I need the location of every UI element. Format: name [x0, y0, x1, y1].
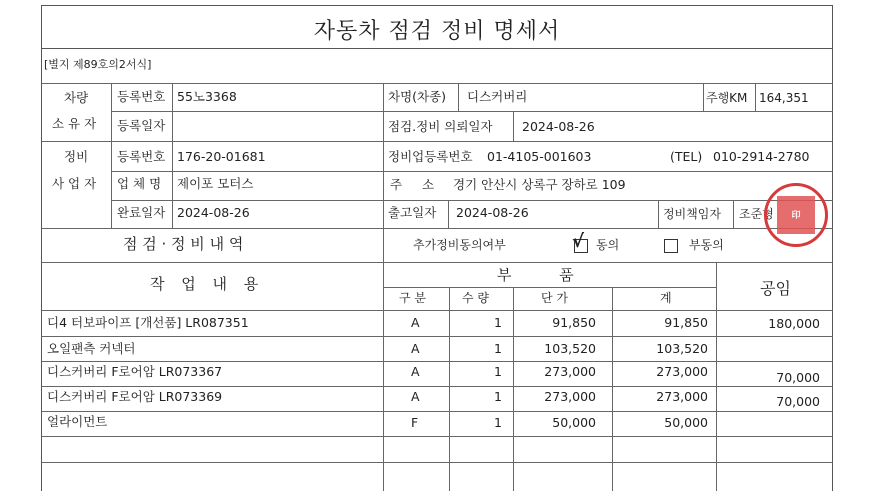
- row-3-qty: 1: [494, 364, 502, 379]
- row-4-qty: 1: [494, 389, 502, 404]
- address-label: 주 소: [390, 177, 435, 192]
- row-2-type: A: [411, 341, 420, 356]
- grid-line: [41, 386, 833, 387]
- grid-line: [755, 83, 756, 111]
- grid-line: [41, 436, 833, 437]
- grid-line: [41, 361, 833, 362]
- grid-line: [41, 228, 833, 229]
- row-3-work: 디스커버리 F로어암 LR073367: [47, 364, 223, 379]
- form-number: [별지 제89호의2서식]: [44, 58, 152, 71]
- row-4-total: 273,000: [656, 389, 708, 404]
- shop-reg-no-label: 등록번호: [117, 149, 166, 164]
- owner-section-label: 차량: [64, 90, 89, 105]
- grid-line: [41, 83, 833, 84]
- grid-line: [716, 262, 717, 491]
- check-mark-icon: √: [572, 231, 585, 252]
- shop-name-label: 업 체 명: [117, 176, 162, 191]
- row-3-total: 273,000: [656, 364, 708, 379]
- grid-line: [513, 111, 514, 141]
- owner-reg-no-label: 등록번호: [117, 89, 166, 104]
- row-2-unit: 103,520: [544, 341, 596, 356]
- row-5-work: 얼라이먼트: [47, 414, 108, 429]
- company-seal-stamp: [764, 183, 828, 247]
- col-total-header: 계: [660, 291, 672, 305]
- row-4-unit: 273,000: [544, 389, 596, 404]
- shop-section-label: 정비: [64, 149, 89, 164]
- agree-label: 동의: [596, 238, 620, 252]
- row-5-type: F: [411, 415, 419, 430]
- row-3-type: A: [411, 364, 420, 379]
- grid-line: [703, 83, 704, 111]
- grid-line: [41, 411, 833, 412]
- grid-line: [41, 336, 833, 337]
- disagree-checkbox[interactable]: [664, 239, 678, 253]
- request-date-label: 점검.정비 의뢰일자: [388, 119, 493, 134]
- row-4-labor: 70,000: [776, 394, 820, 409]
- grid-line: [41, 262, 833, 263]
- request-date: 2024-08-26: [522, 119, 595, 134]
- seal-text: 印: [791, 211, 801, 221]
- release-date: 2024-08-26: [456, 205, 529, 220]
- row-2-total: 103,520: [656, 341, 708, 356]
- grid-line: [449, 287, 450, 491]
- grid-line: [111, 111, 833, 112]
- owner-reg-no: 55노3368: [177, 89, 237, 104]
- row-4-work: 디스커버리 F로어암 LR073369: [47, 389, 223, 404]
- owner-reg-date-label: 등록일자: [117, 118, 166, 133]
- grid-line: [733, 200, 734, 228]
- grid-line: [448, 200, 449, 228]
- shop-name: 제이포 모터스: [177, 176, 254, 191]
- mileage-value: 164,351: [759, 91, 809, 105]
- grid-line: [612, 287, 613, 491]
- grid-line: [111, 200, 833, 201]
- work-heading: 작 업 내 용: [150, 275, 265, 293]
- grid-line: [458, 83, 459, 111]
- row-1-work: 디4 터보파이프 [개선품] LR087351: [47, 315, 249, 330]
- col-type-header: 구 분: [399, 291, 426, 305]
- labor-heading: 공임: [760, 279, 791, 298]
- grid-line: [41, 310, 833, 311]
- grid-line: [172, 83, 173, 228]
- tel-label: (TEL): [670, 149, 703, 164]
- details-heading: 점 검 · 정 비 내 역: [123, 235, 244, 253]
- shop-reg-no: 176-20-01681: [177, 149, 266, 164]
- col-qty-header: 수 량: [462, 291, 489, 305]
- document-title: 자동차 점검 정비 명세서: [313, 19, 561, 44]
- row-1-unit: 91,850: [552, 315, 596, 330]
- address-value: 경기 안산시 상록구 장하로 109: [453, 177, 626, 192]
- row-1-total: 91,850: [664, 315, 708, 330]
- grid-line: [658, 200, 659, 228]
- grid-line: [383, 262, 384, 491]
- row-5-total: 50,000: [664, 415, 708, 430]
- disagree-label: 부동의: [689, 238, 724, 252]
- model-label: 차명(차종): [388, 89, 447, 104]
- grid-line: [513, 287, 514, 491]
- consent-label: 추가정비동의여부: [413, 238, 506, 252]
- parts-heading: 부 품: [497, 266, 574, 284]
- col-unit-header: 단 가: [541, 291, 568, 305]
- grid-line: [111, 83, 112, 228]
- row-3-labor: 70,000: [776, 370, 820, 385]
- row-4-type: A: [411, 389, 420, 404]
- row-1-labor: 180,000: [768, 316, 820, 331]
- row-2-work: 오일팬측 커넥터: [47, 341, 136, 356]
- row-5-qty: 1: [494, 415, 502, 430]
- shop-section-label-2: 사 업 자: [52, 176, 97, 191]
- model-value: 디스커버리: [467, 89, 528, 104]
- grid-line: [41, 462, 833, 463]
- row-3-unit: 273,000: [544, 364, 596, 379]
- row-1-type: A: [411, 315, 420, 330]
- title-divider: [41, 48, 833, 49]
- done-date: 2024-08-26: [177, 205, 250, 220]
- row-1-qty: 1: [494, 315, 502, 330]
- grid-line: [383, 287, 716, 288]
- row-5-unit: 50,000: [552, 415, 596, 430]
- done-date-label: 완료일자: [117, 205, 166, 220]
- grid-line: [111, 171, 833, 172]
- owner-section-label-2: 소 유 자: [52, 116, 97, 131]
- manager-label: 정비책임자: [663, 207, 721, 221]
- biz-reg-value: 01-4105-001603: [487, 149, 592, 164]
- tel-value: 010-2914-2780: [713, 149, 810, 164]
- manager-name: 조준형: [739, 207, 774, 221]
- mileage-label: 주행KM: [706, 91, 748, 105]
- row-2-qty: 1: [494, 341, 502, 356]
- biz-reg-label: 정비업등록번호: [388, 149, 473, 164]
- release-date-label: 출고일자: [388, 205, 437, 220]
- grid-line: [41, 141, 833, 142]
